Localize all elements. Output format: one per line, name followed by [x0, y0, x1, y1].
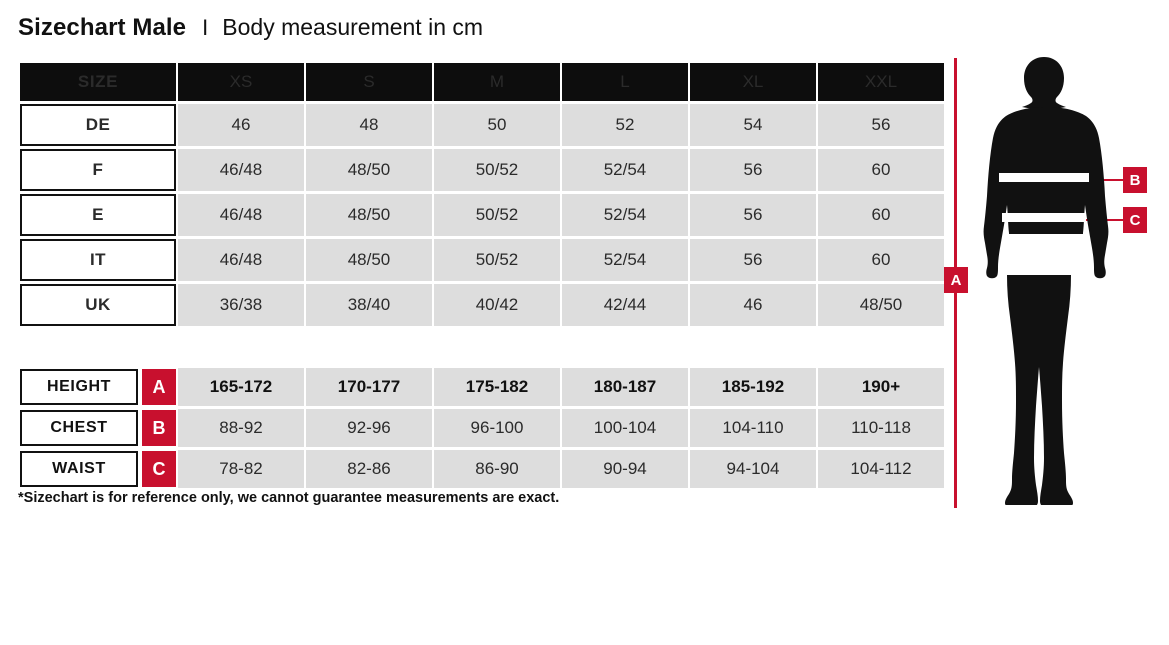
cell-chest-xxl: 110-118	[818, 409, 944, 447]
header-size-m: M	[434, 63, 560, 101]
cell-it-xxl: 60	[818, 239, 944, 281]
cell-waist-m: 86-90	[434, 450, 560, 488]
figure-marker-c: C	[1123, 207, 1147, 233]
cell-de-xl: 54	[690, 104, 816, 146]
cell-de-s: 48	[306, 104, 432, 146]
table-row	[20, 284, 944, 326]
cell-uk-xs: 36/38	[178, 284, 304, 326]
cell-e-s: 48/50	[306, 194, 432, 236]
cell-uk-s: 38/40	[306, 284, 432, 326]
cell-height-xxl: 190+	[818, 368, 944, 406]
title-separator: I	[202, 15, 209, 40]
table-row	[20, 368, 944, 406]
marker-badge-a: A	[142, 369, 176, 405]
marker-badge-c: C	[142, 451, 176, 487]
row-label-e: E	[20, 194, 176, 236]
cell-de-xxl: 56	[818, 104, 944, 146]
sizechart-table	[18, 60, 946, 491]
row-label-de: DE	[20, 104, 176, 146]
cell-chest-l: 100-104	[562, 409, 688, 447]
cell-height-xl: 185-192	[690, 368, 816, 406]
row-label-uk: UK	[20, 284, 176, 326]
header-size-xs: XS	[178, 63, 304, 101]
table-row	[20, 409, 944, 447]
cell-waist-xl: 94-104	[690, 450, 816, 488]
cell-height-m: 175-182	[434, 368, 560, 406]
cell-it-l: 52/54	[562, 239, 688, 281]
header-size-xl: XL	[690, 63, 816, 101]
cell-uk-l: 42/44	[562, 284, 688, 326]
cell-waist-s: 82-86	[306, 450, 432, 488]
male-body-silhouette-icon	[974, 55, 1114, 505]
cell-chest-s: 92-96	[306, 409, 432, 447]
table-header-row	[20, 63, 944, 101]
cell-chest-m: 96-100	[434, 409, 560, 447]
header-size-xxl: XXL	[818, 63, 944, 101]
cell-de-l: 52	[562, 104, 688, 146]
cell-it-m: 50/52	[434, 239, 560, 281]
cell-uk-xxl: 48/50	[818, 284, 944, 326]
row-label-chest-cell	[20, 409, 176, 447]
row-label-waist-cell	[20, 450, 176, 488]
page-title	[18, 14, 483, 42]
cell-it-xl: 56	[690, 239, 816, 281]
header-size-label: SIZE	[20, 63, 176, 101]
cell-height-l: 180-187	[562, 368, 688, 406]
table-row	[20, 239, 944, 281]
body-figure	[930, 55, 1160, 515]
cell-height-s: 170-177	[306, 368, 432, 406]
row-label-chest: CHEST	[20, 410, 138, 446]
cell-f-xxl: 60	[818, 149, 944, 191]
cell-waist-l: 90-94	[562, 450, 688, 488]
cell-e-m: 50/52	[434, 194, 560, 236]
marker-badge-b: B	[142, 410, 176, 446]
cell-uk-xl: 46	[690, 284, 816, 326]
table-gap-row	[20, 329, 944, 365]
title-subtitle: Body measurement in cm	[222, 14, 484, 40]
sizechart-table-wrap	[18, 60, 938, 491]
table-row	[20, 194, 944, 236]
cell-e-xs: 46/48	[178, 194, 304, 236]
cell-e-xl: 56	[690, 194, 816, 236]
table-row	[20, 450, 944, 488]
cell-chest-xl: 104-110	[690, 409, 816, 447]
cell-f-xl: 56	[690, 149, 816, 191]
cell-chest-xs: 88-92	[178, 409, 304, 447]
cell-uk-m: 40/42	[434, 284, 560, 326]
figure-marker-b: B	[1123, 167, 1147, 193]
cell-waist-xxl: 104-112	[818, 450, 944, 488]
cell-e-xxl: 60	[818, 194, 944, 236]
cell-height-xs: 165-172	[178, 368, 304, 406]
cell-f-s: 48/50	[306, 149, 432, 191]
cell-f-l: 52/54	[562, 149, 688, 191]
title-main: Sizechart Male	[18, 14, 187, 41]
row-label-f: F	[20, 149, 176, 191]
footnote: *Sizechart is for reference only, we cannot guarantee measurements are exact.	[18, 490, 560, 506]
row-label-height: HEIGHT	[20, 369, 138, 405]
cell-it-s: 48/50	[306, 239, 432, 281]
cell-waist-xs: 78-82	[178, 450, 304, 488]
cell-f-xs: 46/48	[178, 149, 304, 191]
cell-it-xs: 46/48	[178, 239, 304, 281]
cell-de-xs: 46	[178, 104, 304, 146]
cell-de-m: 50	[434, 104, 560, 146]
cell-f-m: 50/52	[434, 149, 560, 191]
row-label-it: IT	[20, 239, 176, 281]
header-size-l: L	[562, 63, 688, 101]
header-size-s: S	[306, 63, 432, 101]
row-label-height-cell	[20, 368, 176, 406]
table-row	[20, 104, 944, 146]
figure-marker-a: A	[944, 267, 968, 293]
table-row	[20, 149, 944, 191]
row-label-waist: WAIST	[20, 451, 138, 487]
cell-e-l: 52/54	[562, 194, 688, 236]
